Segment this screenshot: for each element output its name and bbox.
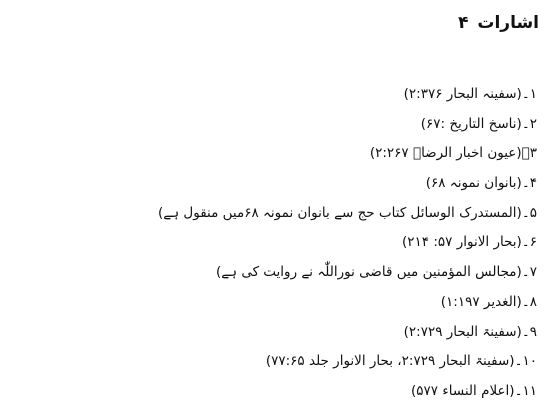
reference-item-10: ۱۰۔(سفینۃ البحار ۲:۷۲۹، بحار الانوار جلد ۷۷:۶۵) bbox=[265, 353, 537, 370]
reference-item-1: ۱۔(سفینہ البحار ۲:۳۷۶) bbox=[403, 86, 537, 102]
heading-title: اشارات bbox=[477, 13, 539, 33]
reference-item-11: ۱۱۔(اعلام النساء ۵۷۷) bbox=[411, 382, 537, 399]
reference-item-7: ۷۔(مجالس المؤمنین میں قاضی نوراللّٰہ نے روایت کی ہے) bbox=[215, 264, 537, 281]
reference-item-3: ۳۔(عیون اخبار الرضاؑ ۲:۲۶۷) bbox=[369, 145, 537, 162]
reference-item-9: ۹۔(سفینۃ البحار ۲:۷۲۹) bbox=[403, 323, 537, 340]
section-heading bbox=[458, 12, 539, 34]
reference-item-2: ۲۔(ناسخ التاریخ :۶۷) bbox=[420, 115, 537, 132]
reference-item-8: ۸۔(الغدیر ۱:۱۹۷) bbox=[440, 293, 537, 310]
reference-item-5: ۵۔(المستدرک الوسائل کتاب حج سے بانوان نمونہ ۶۸میں منقول ہے) bbox=[158, 204, 537, 221]
references-list bbox=[17, 83, 537, 410]
reference-item-4: ۴۔(بانوان نمونہ ۶۸) bbox=[425, 175, 537, 192]
reference-item-6: ۶۔(بحار الانوار ۵۷: ۲۱۴) bbox=[402, 234, 537, 251]
heading-mark: ۴ bbox=[458, 13, 469, 33]
